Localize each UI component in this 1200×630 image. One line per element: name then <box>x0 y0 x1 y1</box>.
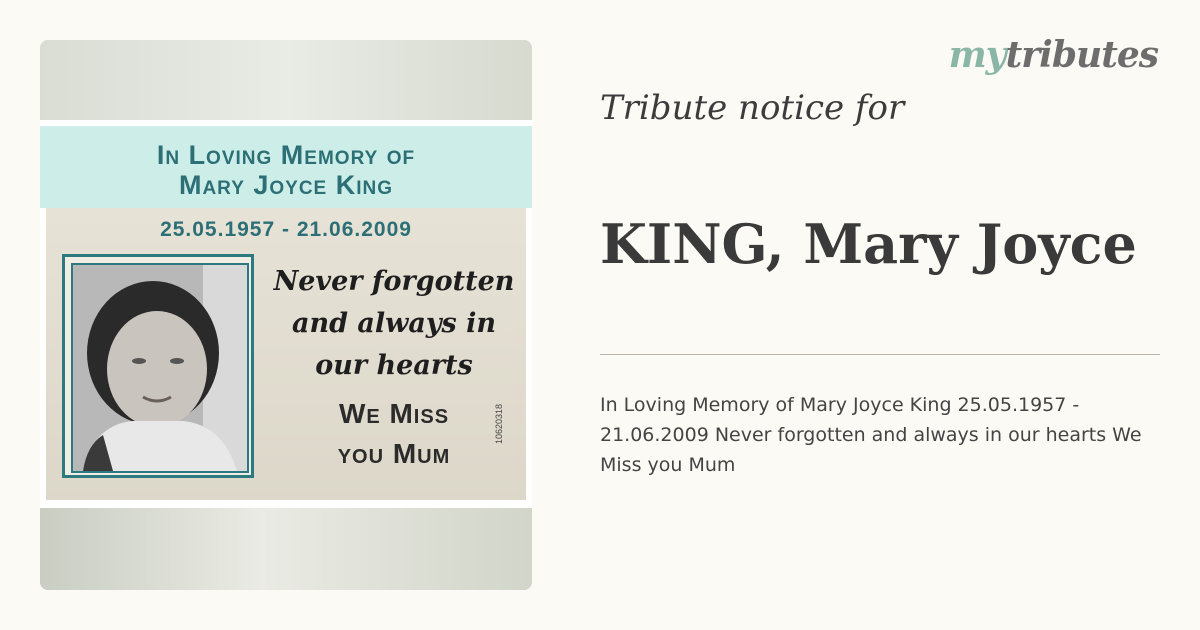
notice-closing-line2: you Mum <box>337 438 451 469</box>
portrait-frame <box>62 254 254 478</box>
notice-verse-line2: and always in <box>291 308 497 339</box>
portrait-photo-icon <box>73 265 247 471</box>
logo-tributes: tributes <box>1005 34 1158 76</box>
notice-frame-top <box>40 40 532 120</box>
notice-frame-bottom <box>40 508 532 590</box>
notice-heading-line1: In Loving Memory of <box>156 140 416 170</box>
notice-description: In Loving Memory of Mary Joyce King 25.05.1957 - 21.06.2009 Never forgotten and always in our hearts We Miss you Mum <box>600 394 1142 476</box>
tribute-notice-image <box>40 40 532 590</box>
notice-body <box>46 208 526 500</box>
notice-verse-line1: Never forgotten <box>273 266 515 297</box>
logo-my: my <box>948 34 1006 76</box>
divider <box>600 354 1160 355</box>
mytributes-logo[interactable] <box>949 34 1158 76</box>
notice-verse-line3: our hearts <box>315 350 473 381</box>
notice-panel <box>40 120 532 508</box>
notice-closing-line1: We Miss <box>338 398 450 429</box>
deceased-name: KING, Mary Joyce <box>600 212 1137 276</box>
notice-dates: 25.05.1957 - 21.06.2009 <box>160 218 412 241</box>
notice-heading-band <box>40 126 532 208</box>
notice-heading-line2: Mary Joyce King <box>178 170 394 200</box>
portrait-photo <box>71 263 249 473</box>
notice-ref-code: 10620318 <box>494 403 504 444</box>
page-subtitle: Tribute notice for <box>600 88 905 128</box>
